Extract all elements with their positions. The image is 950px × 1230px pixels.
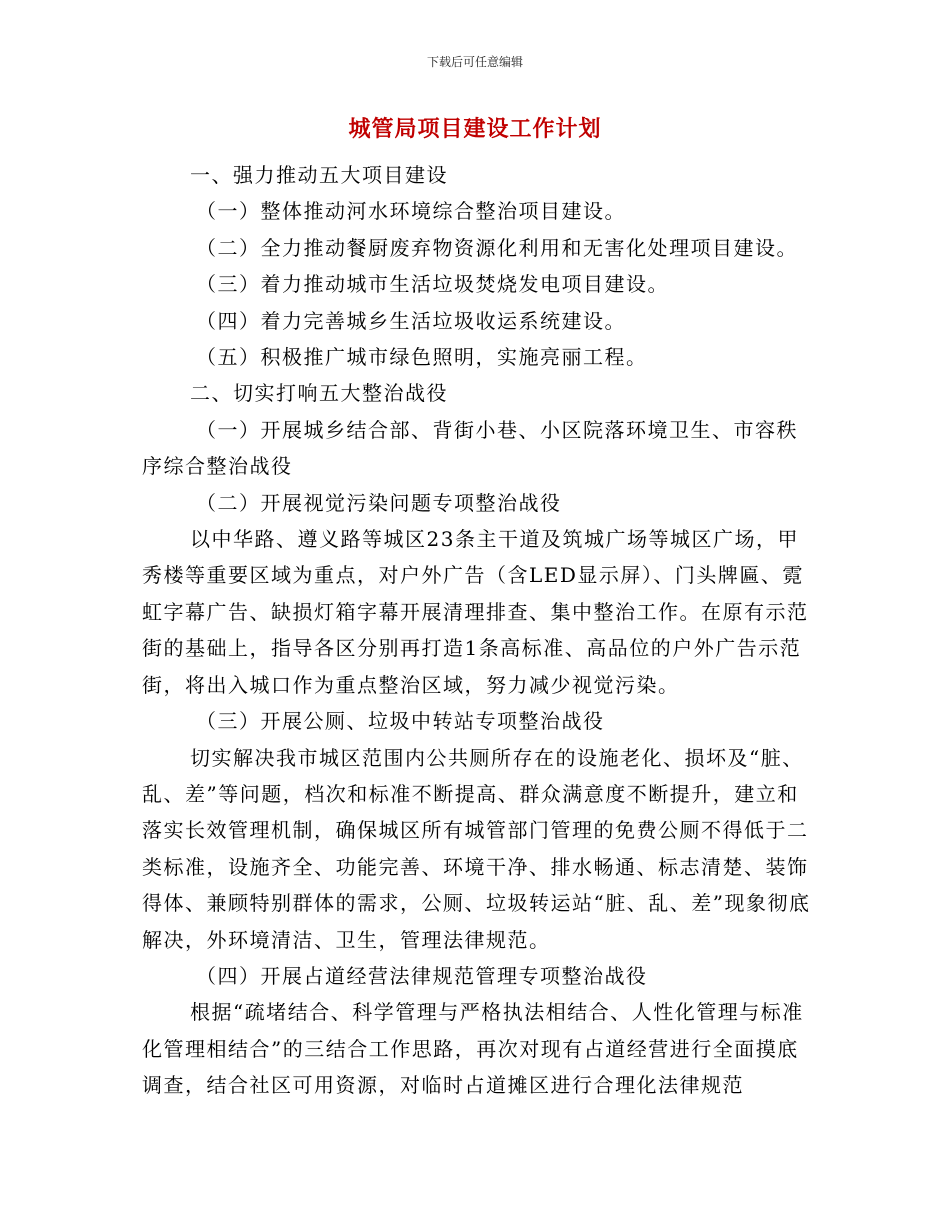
document-title: 城管局项目建设工作计划 <box>348 116 602 142</box>
header-note: 下载后可任意编辑 <box>426 55 523 69</box>
list-item-1-1: （一）整体推动河水环境综合整治项目建设。 <box>196 199 626 224</box>
section-heading-1: 一、强力推动五大项目建设 <box>190 163 448 187</box>
list-item-2-1: （一）开展城乡结合部、背街小巷、小区院落环境卫生、市容秩序综合整治战役 <box>142 417 798 479</box>
list-item-1-5: （五）积极推广城市绿色照明，实施亮丽工程。 <box>196 345 648 370</box>
document-body <box>142 157 812 1104</box>
list-item-2-2: （二）开展视觉污染问题专项整治战役 <box>196 490 562 515</box>
body-paragraph-street-vending: 根据“疏堵结合、科学管理与严格执法相结合、人性化管理与标准化管理相结合”的三结合工作思路，再次对现有占道经营进行全面摸底调查，结合社区可用资源，对临时占道摊区进行合理化法律规范 <box>142 1000 804 1098</box>
list-item-2-4: （四）开展占道经营法律规范管理专项整治战役 <box>196 963 648 988</box>
list-item-2-3: （三）开展公厕、垃圾中转站专项整治战役 <box>196 709 605 734</box>
body-paragraph-visual-pollution: 以中华路、遵义路等城区23条主干道及筑城广场等城区广场，甲秀楼等重要区域为重点，对户外广告（含LED显示屏）、门头牌匾、霓虹字幕广告、缺损灯箱字幕开展清理排查、集中整治工作。在原有示范街的基础上，指导各区分别再打造1条高标准、高品位的户外广告示范街，将出入城口作为重点整治区域，努力减少视觉污染。 <box>142 527 809 697</box>
list-item-1-2: （二）全力推动餐厨废弃物资源化利用和无害化处理项目建设。 <box>196 235 798 260</box>
body-paragraph-public-toilets: 切实解决我市城区范围内公共厕所存在的设施老化、损坏及“脏、乱、差”等问题，档次和标准不断提高、群众满意度不断提升，建立和落实长效管理机制，确保城区所有城管部门管理的免费公厕不得低于二类标准，设施齐全、功能完善、环境干净、排水畅通、标志清楚、装饰得体、兼顾特别群体的需求，公厕、垃圾转运站“脏、乱、差”现象彻底解决，外环境清洁、卫生，管理法律规范。 <box>142 745 811 952</box>
list-item-1-4: （四）着力完善城乡生活垃圾收运系统建设。 <box>196 308 626 333</box>
list-item-1-3: （三）着力推动城市生活垃圾焚烧发电项目建设。 <box>196 272 669 297</box>
section-heading-2: 二、切实打响五大整治战役 <box>190 381 448 406</box>
